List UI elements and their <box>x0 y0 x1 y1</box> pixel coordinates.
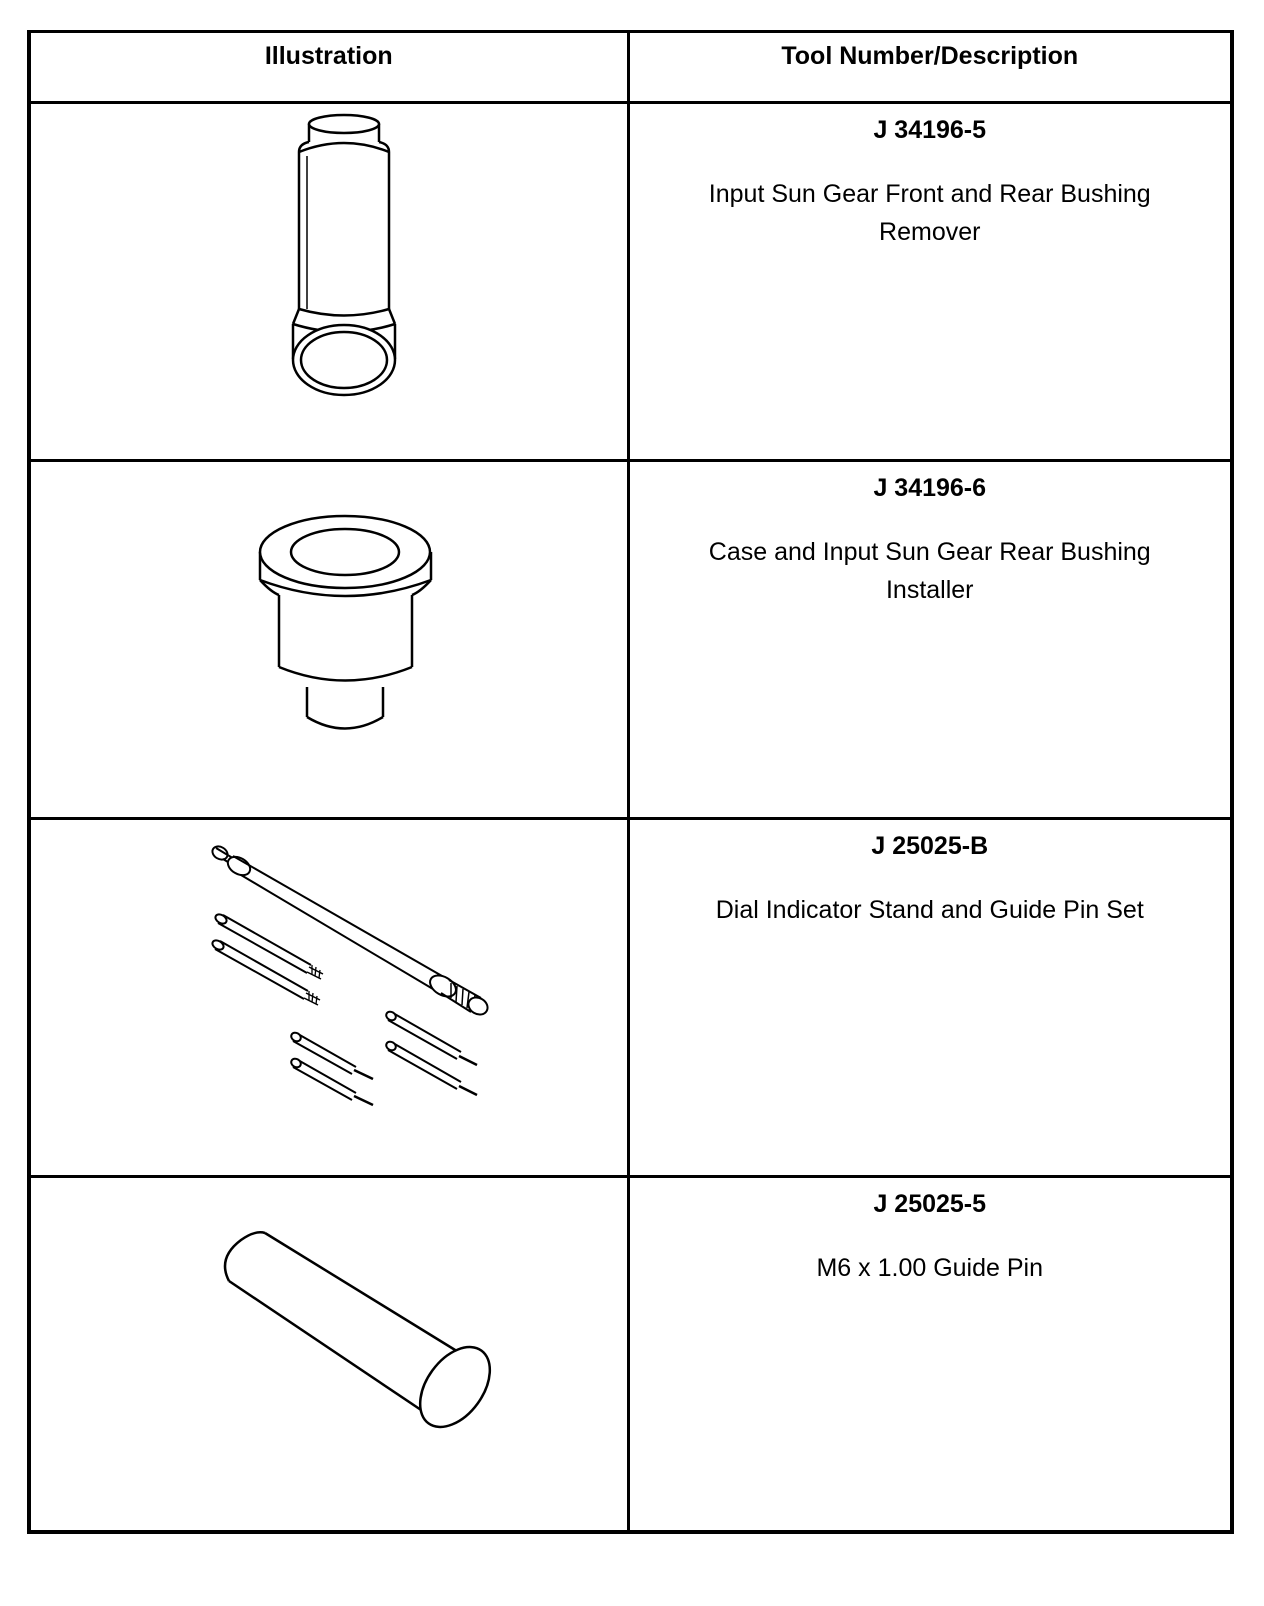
description-cell <box>628 1177 1232 1533</box>
table-row <box>29 819 1232 1177</box>
tool-description: Dial Indicator Stand and Guide Pin Set <box>715 896 1144 924</box>
guide-pin-icon <box>31 1178 630 1533</box>
illustration-cell <box>29 1177 628 1533</box>
illustration-cell <box>29 461 628 819</box>
illustration-header-label: Illustration <box>264 42 393 70</box>
special-tools-table <box>27 30 1234 1534</box>
tool-number: J 25025-B <box>871 832 989 860</box>
description-cell <box>628 819 1232 1177</box>
table-row <box>29 461 1232 819</box>
tool-number: J 34196-6 <box>873 474 987 502</box>
table-row <box>29 103 1232 461</box>
bushing-installer-icon <box>31 462 630 817</box>
guide-pin-set-icon <box>31 820 630 1175</box>
tool-description: Input Sun Gear Front and Rear Bushing Remover <box>708 180 1151 246</box>
illustration-cell <box>29 103 628 461</box>
header-row <box>29 32 1232 103</box>
tool-header-label: Tool Number/Description <box>781 42 1079 70</box>
illustration-header <box>29 32 628 103</box>
description-cell <box>628 461 1232 819</box>
illustration-cell <box>29 819 628 1177</box>
tool-number: J 25025-5 <box>873 1190 987 1218</box>
tool-number: J 34196-5 <box>873 116 987 144</box>
tool-header <box>628 32 1232 103</box>
tool-description: M6 x 1.00 Guide Pin <box>816 1254 1043 1282</box>
bushing-remover-icon <box>31 104 630 459</box>
table-row <box>29 1177 1232 1533</box>
tool-description: Case and Input Sun Gear Rear Bushing Installer <box>708 538 1151 604</box>
description-cell <box>628 103 1232 461</box>
